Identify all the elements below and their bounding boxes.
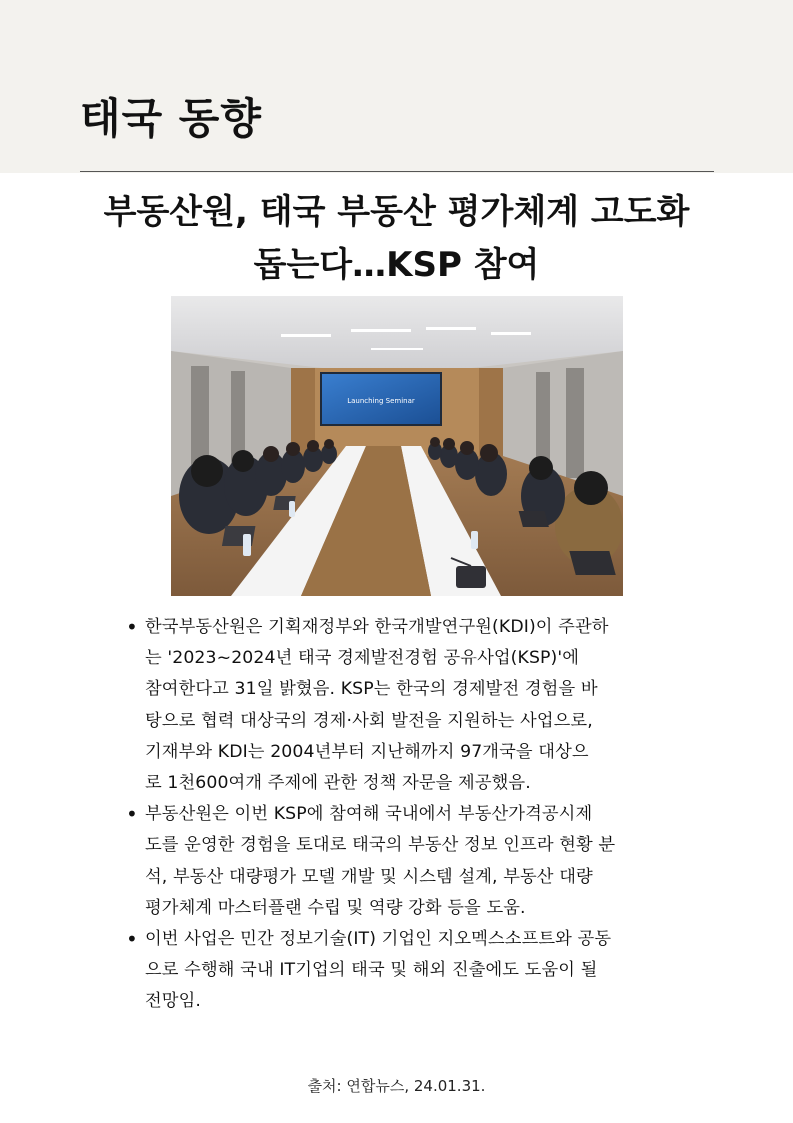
source-credit: 출처: 연합뉴스, 24.01.31.	[307, 1077, 486, 1095]
bullet-item	[123, 799, 683, 924]
headline-line-1: 부동산원, 태국 부동산 평가체계 고도화	[103, 192, 690, 232]
bullet-line: 는 '2023~2024년 태국 경제발전경험 공유사업(KSP)'에	[145, 648, 580, 669]
bullet-line: • 부동산원은 이번 KSP에 참여해 국내에서 부동산가격공시제	[145, 804, 593, 825]
bullet-line: 평가체계 마스터플랜 수립 및 역량 강화 등을 도움.	[145, 897, 526, 918]
bullet-line: • 이번 사업은 민간 정보기술(IT) 기업인 지오멕스소프트와 공동	[145, 929, 612, 950]
bullet-line: 석, 부동산 대량평가 모델 개발 및 시스템 설계, 부동산 대량	[145, 866, 593, 887]
article-headline	[60, 186, 733, 292]
bullet-line: 전망임.	[145, 991, 201, 1012]
bullet-line: 으로 수행해 국내 IT기업의 태국 및 해외 진출에도 도움이 될	[145, 960, 598, 981]
bullet-line: 도를 운영한 경험을 토대로 태국의 부동산 정보 인프라 현황 분	[145, 835, 616, 856]
photo-screen-title: Launching Seminar	[347, 397, 415, 405]
bullet-line: 로 1천600여개 주제에 관한 정책 자문을 제공했음.	[145, 773, 531, 794]
bullet-line: 탕으로 협력 대상국의 경제·사회 발전을 지원하는 사업으로,	[145, 710, 593, 731]
seminar-photo	[171, 296, 623, 596]
bullet-line: 기재부와 KDI는 2004년부터 지난해까지 97개국을 대상으	[145, 741, 589, 762]
bullet-item	[123, 612, 683, 799]
bullet-line: 참여한다고 31일 밝혔음. KSP는 한국의 경제발전 경험을 바	[145, 679, 598, 700]
bullet-list	[123, 612, 683, 1018]
bullet-item	[123, 924, 683, 1018]
header-divider	[80, 171, 714, 172]
headline-line-2: 돕는다…KSP 참여	[253, 245, 540, 285]
bullet-line: • 한국부동산원은 기획재정부와 한국개발연구원(KDI)이 주관하	[145, 617, 609, 637]
section-title: 태국 동향	[80, 94, 262, 143]
